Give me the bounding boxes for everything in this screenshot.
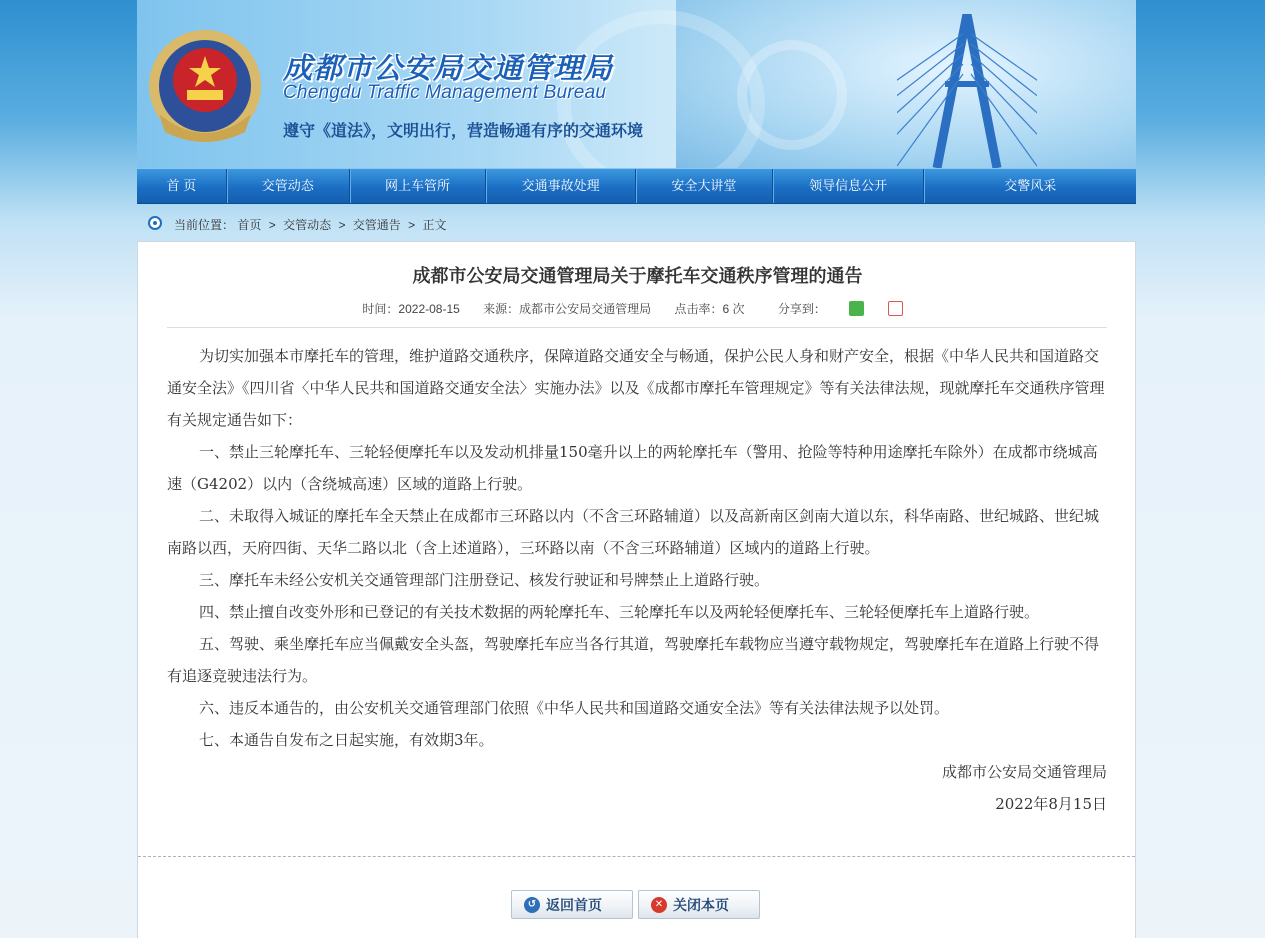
article-source: 来源：成都市公安局交通管理局 [483, 302, 652, 316]
paragraph-item: 一、禁止三轮摩托车、三轮轻便摩托车以及发动机排量150毫升以上的两轮摩托车（警用、抢险等特种用途摩托车除外）在成都市绕城高速（G4202）以内（含绕城高速）区域的道路上行驶。 [167, 443, 1098, 493]
back-home-label: 返回首页 [546, 896, 602, 913]
breadcrumb [137, 210, 1136, 236]
nav-item-online-vehicle-office[interactable]: 网上车管所 [350, 169, 487, 203]
wechat-share-icon[interactable] [849, 301, 864, 316]
police-emblem-logo [145, 22, 265, 144]
site-title-cn: 成都市公安局交通管理局 [283, 51, 614, 85]
nav-item-traffic-news[interactable]: 交管动态 [227, 169, 350, 203]
article-clicks: 点击率：6 次 [674, 302, 745, 316]
article-container [137, 241, 1136, 938]
site-slogan: 遵守《道法》，文明出行，营造畅通有序的交通环境 [283, 121, 644, 140]
main-nav [137, 168, 1136, 203]
breadcrumb-current: 正文 [422, 218, 447, 232]
article-meta [138, 300, 1137, 317]
article-signature: 成都市公安局交通管理局 [941, 763, 1107, 781]
share-area [768, 302, 913, 316]
divider [167, 327, 1107, 328]
bridge-tower-image [897, 14, 1037, 168]
article-time: 时间：2022-08-15 [362, 302, 460, 316]
nav-item-safety-lecture[interactable]: 安全大讲堂 [636, 169, 773, 203]
share-label: 分享到： [777, 302, 826, 316]
paragraph-item: 五、驾驶、乘坐摩托车应当佩戴安全头盔，驾驶摩托车应当各行其道，驾驶摩托车载物应当遵守载物规定，驾驶摩托车在道路上行驶不得有追逐竞驶违法行为。 [167, 635, 1100, 685]
breadcrumb-text [174, 216, 447, 233]
close-page-button[interactable] [638, 890, 760, 919]
paragraph-item: 七、本通告自发布之日起实施，有效期3年。 [199, 731, 494, 749]
nav-item-police-style[interactable]: 交警风采 [1004, 178, 1057, 193]
breadcrumb-separator: > [268, 218, 276, 232]
article-body [167, 340, 1107, 820]
location-dot-icon [148, 216, 162, 230]
back-home-button[interactable] [511, 890, 633, 919]
nav-item-leader-info[interactable]: 领导信息公开 [773, 169, 925, 203]
paragraph-item: 三、摩托车未经公安机关交通管理部门注册登记、核发行驶证和号牌禁止上道路行驶。 [199, 571, 770, 589]
close-page-label: 关闭本页 [673, 896, 729, 913]
site-title-en: Chengdu Traffic Management Bureau [283, 82, 607, 103]
breadcrumb-separator: > [338, 218, 346, 232]
paragraph-item: 四、禁止擅自改变外形和已登记的有关技术数据的两轮摩托车、三轮摩托车以及两轮轻便摩托车、三轮轻便摩托车上道路行驶。 [199, 603, 1040, 621]
article-date: 2022年8月15日 [995, 795, 1107, 813]
header-banner [137, 0, 1136, 168]
dashed-divider [138, 856, 1135, 857]
back-arrow-icon: ↺ [524, 897, 540, 913]
breadcrumb-separator: > [408, 218, 416, 232]
weibo-share-icon[interactable] [888, 301, 903, 316]
breadcrumb-prefix: 当前位置： [174, 218, 235, 232]
nav-item-home[interactable]: 首 页 [137, 169, 227, 203]
banner-decoration-small [737, 40, 847, 150]
paragraph-item: 六、违反本通告的，由公安机关交通管理部门依照《中华人民共和国道路交通安全法》等有关法律法规予以处罚。 [199, 699, 950, 717]
paragraph-intro: 为切实加强本市摩托车的管理，维护道路交通秩序，保障道路交通安全与畅通，保护公民人身和财产安全，根据《中华人民共和国道路交通安全法》《四川省〈中华人民共和国道路交通安全法〉实施办法》以及《成都市摩托车管理规定》等有关法律法规，现就摩托车交通秩序管理有关规定通告如下： [167, 347, 1105, 429]
article-title: 成都市公安局交通管理局关于摩托车交通秩序管理的通告 [412, 266, 863, 287]
action-buttons [511, 890, 760, 919]
paragraph-item: 二、未取得入城证的摩托车全天禁止在成都市三环路以内（不含三环路辅道）以及高新南区剑南大道以东，科华南路、世纪城路、世纪城南路以西，天府四街、天华二路以北（含上述道路），三环路以南（不含三环路辅道）区域内的道路上行驶。 [167, 507, 1100, 557]
breadcrumb-link-home[interactable]: 首页 [237, 218, 262, 232]
breadcrumb-link-traffic-news[interactable]: 交管动态 [283, 218, 332, 232]
nav-item-accident-handling[interactable]: 交通事故处理 [486, 169, 636, 203]
breadcrumb-link-notices[interactable]: 交管通告 [352, 218, 401, 232]
close-icon: ✕ [651, 897, 667, 913]
